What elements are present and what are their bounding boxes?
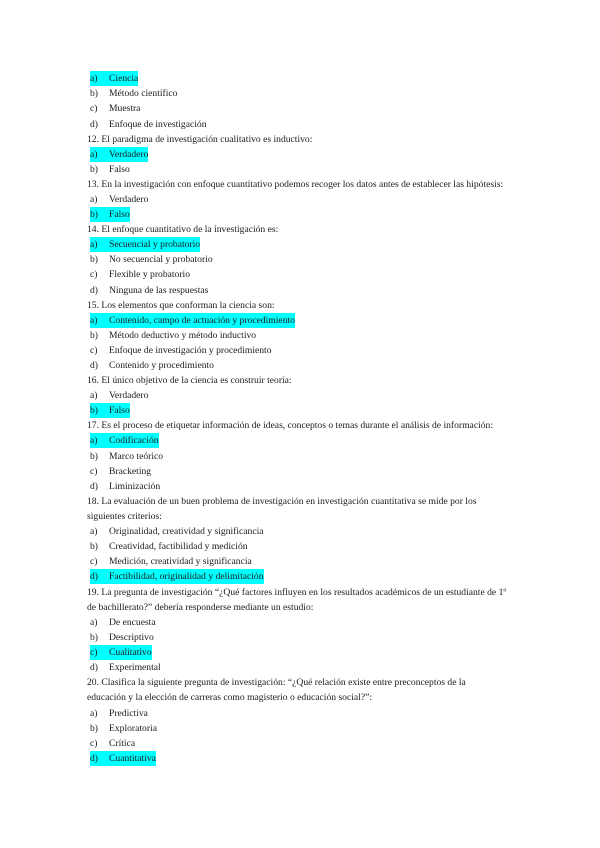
- option-text: Bracketing: [109, 466, 152, 477]
- question-13: 13. En la investigación con enfoque cuantitativo podemos recoger los datos antes de establecer las hipótesis:: [87, 179, 504, 190]
- option-text: Secuencial y probatorio: [109, 239, 201, 250]
- option-text: Ninguna de las respuestas: [109, 285, 209, 296]
- option-text: Ciencia: [109, 73, 139, 84]
- option-q15-c: [90, 343, 272, 358]
- option-letter: a): [90, 617, 98, 628]
- option-q13-a: [90, 192, 148, 207]
- question-16: 16. El único objetivo de la ciencia es construir teoría:: [87, 375, 292, 386]
- option-q20-c: [90, 736, 135, 751]
- option-text: Falso: [109, 164, 130, 175]
- option-q20-a: [90, 706, 148, 721]
- option-q19-b: [90, 630, 154, 645]
- option-text: Marco teórico: [109, 451, 164, 462]
- option-letter: a): [90, 708, 98, 719]
- option-q19-d: [90, 660, 161, 675]
- option-q11-a: [90, 71, 138, 86]
- option-letter: b): [90, 403, 109, 418]
- option-letter: b): [90, 164, 98, 175]
- option-q17-d: [90, 479, 160, 494]
- question-19: 19. La pregunta de investigación “¿Qué factores influyen en los resultados académicos de un estudiante de 1º de bachillerato?” debería responderse mediante un estudio:: [87, 587, 507, 613]
- option-letter: b): [90, 632, 98, 643]
- option-q12-a: [90, 147, 148, 162]
- option-text: Originalidad, creatividad y significancia: [109, 526, 264, 537]
- option-q12-b: [90, 162, 130, 177]
- option-q14-b: [90, 252, 213, 267]
- option-q20-d: [90, 751, 156, 766]
- option-q19-c: [90, 645, 152, 660]
- option-q13-b: [90, 207, 130, 222]
- question-18: 18. La evaluación de un buen problema de investigación en investigación cuantitativa se mide por los siguientes criterios:: [87, 496, 477, 522]
- option-text: Predictiva: [109, 708, 148, 719]
- option-text: Enfoque de investigación y procedimiento: [109, 345, 272, 356]
- option-letter: b): [90, 541, 98, 552]
- option-letter: c): [90, 466, 98, 477]
- question-14: 14. El enfoque cuantitativo de la investigación es:: [87, 224, 279, 235]
- option-letter: c): [90, 103, 98, 114]
- option-text: Liminización: [109, 481, 161, 492]
- option-letter: a): [90, 237, 109, 252]
- question-20: 20. Clasifica la siguiente pregunta de investigación: “¿Qué relación existe entre preconceptos de la educación y la elección de carreras como magisterio o educación social?”:: [87, 677, 466, 703]
- option-q14-c: [90, 267, 190, 282]
- option-q18-d: [90, 569, 264, 584]
- option-letter: a): [90, 71, 109, 86]
- option-letter: c): [90, 556, 98, 567]
- option-text: No secuencial y probatorio: [109, 254, 213, 265]
- option-letter: b): [90, 723, 98, 734]
- option-letter: c): [90, 738, 98, 749]
- option-letter: c): [90, 645, 109, 660]
- option-text: Verdadero: [109, 390, 149, 401]
- option-q18-a: [90, 524, 264, 539]
- option-text: De encuesta: [109, 617, 156, 628]
- option-text: Medición, creatividad y significancia: [109, 556, 252, 567]
- question-17: 17. Es el proceso de etiquetar información de ideas, conceptos o temas durante el análisis de información:: [87, 420, 493, 431]
- option-text: Experimental: [109, 662, 161, 673]
- option-q18-b: [90, 539, 248, 554]
- option-q11-d: [90, 117, 207, 132]
- option-letter: c): [90, 269, 98, 280]
- option-text: Exploratoria: [109, 723, 157, 734]
- option-text: Muestra: [109, 103, 141, 114]
- option-letter: a): [90, 526, 98, 537]
- option-letter: a): [90, 194, 98, 205]
- option-text: Cualitativo: [109, 647, 152, 658]
- option-text: Falso: [109, 209, 130, 220]
- option-q11-b: [90, 86, 177, 101]
- option-q17-c: [90, 464, 151, 479]
- option-letter: a): [90, 147, 109, 162]
- option-text: Factibilidad, originalidad y delimitación: [109, 571, 264, 582]
- option-letter: b): [90, 254, 98, 265]
- option-letter: a): [90, 390, 98, 401]
- option-text: Verdadero: [109, 149, 149, 160]
- option-q14-d: [90, 283, 208, 298]
- question-12: 12. El paradigma de investigación cualitativo es inductivo:: [87, 134, 313, 145]
- option-q18-c: [90, 554, 252, 569]
- option-letter: d): [90, 662, 98, 673]
- option-text: Descriptivo: [109, 632, 154, 643]
- option-text: Cuantitativa: [109, 753, 156, 764]
- option-q17-a: [90, 433, 159, 448]
- option-letter: b): [90, 330, 98, 341]
- option-letter: b): [90, 451, 98, 462]
- option-q14-a: [90, 237, 200, 252]
- option-q15-a: [90, 313, 295, 328]
- option-q16-a: [90, 388, 148, 403]
- option-letter: c): [90, 345, 98, 356]
- option-text: Método deductivo y método inductivo: [109, 330, 257, 341]
- option-letter: b): [90, 88, 98, 99]
- option-letter: a): [90, 433, 109, 448]
- option-q20-b: [90, 721, 157, 736]
- option-text: Creatividad, factibilidad y medición: [109, 541, 248, 552]
- option-text: Verdadero: [109, 194, 149, 205]
- question-15: 15. Los elementos que conforman la ciencia son:: [87, 300, 275, 311]
- option-text: Crítica: [109, 738, 136, 749]
- option-q17-b: [90, 449, 163, 464]
- option-q11-c: [90, 101, 140, 116]
- option-text: Flexible y probatorio: [109, 269, 190, 280]
- option-text: Contenido y procedimiento: [109, 360, 214, 371]
- option-letter: d): [90, 360, 98, 371]
- option-letter: b): [90, 207, 109, 222]
- option-letter: d): [90, 569, 109, 584]
- option-letter: d): [90, 751, 109, 766]
- option-letter: d): [90, 285, 98, 296]
- option-text: Enfoque de investigación: [109, 119, 207, 130]
- option-text: Contenido, campo de actuación y procedimiento: [109, 315, 295, 326]
- option-q19-a: [90, 615, 156, 630]
- option-text: Falso: [109, 405, 130, 416]
- option-letter: a): [90, 313, 109, 328]
- option-q15-b: [90, 328, 256, 343]
- option-text: Codificación: [109, 435, 159, 446]
- option-text: Método científico: [109, 88, 178, 99]
- option-letter: d): [90, 119, 98, 130]
- option-q16-b: [90, 403, 130, 418]
- option-letter: d): [90, 481, 98, 492]
- option-q15-d: [90, 358, 214, 373]
